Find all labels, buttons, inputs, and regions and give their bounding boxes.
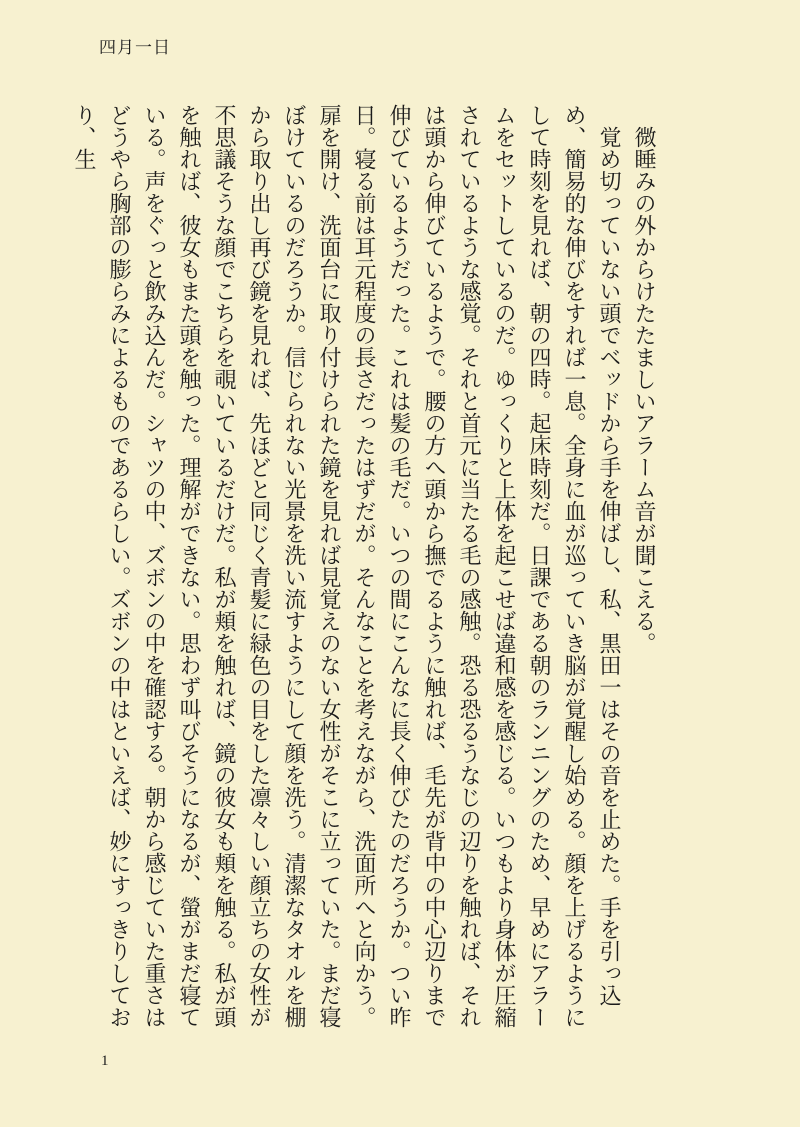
paragraph: 覚め切っていない頭でベッドから手を伸ばし、私、黒田一はその音を止めた。手を引っ込め、簡易的な伸びをすれば一息。全身に血が巡っていき脳が覚醒し始める。顔を上げるようにして時刻を見れば、朝の四時。起床時刻だ。日課である朝のランニングのため、早めにアラームをセットしているのだ。ゆっくりと上体を起こせば違和感を感じる。いつもより身体が圧縮されているような感覚。それと首元に当たる毛の感触。恐る恐るうなじの辺りを触れば、それは頭から伸びているようで。腰の方へ頭から撫でるように触れば、毛先が背中の中心辺りまで伸びているようだった。これは髪の毛だ。いつの間にこんなに長く伸びたのだろうか。つい昨日。寝る前は耳元程度の長さだったはずだが。そんなことを考えながら、洗面所へと向かう。扉を開け、洗面台に取り付けられた鏡を見れば見覚えのない女性がそこに立っていた。まだ寝ぼけているのだろうか。信じられない光景を洗い流すようにして顔を洗う。清潔なタオルを棚から取り出し再び鏡を見れば、先ほどと同じく青髪に緑色の目をした凛々しい顔立ちの女性が不思議そうな顔でこちらを覗いているだけだ。私が頬を触れば、鏡の彼女も頬を触る。私が頭を触れば、彼女もまた頭を触った。理解ができない。思わず叫びそうになるが、螢がまだ寝ている。声をぐっと飲み込んだ。シャツの中、ズボンの中を確認する。朝から感じていた重さはどうやら胸部の膨らみによるものであるらしい。ズボンの中はといえば、妙にすっきりしており、生 — [72, 104, 622, 1028]
page-number: 1 — [101, 1053, 109, 1069]
body-text — [67, 104, 662, 1028]
paragraph: 微睡みの外からけたたましいアラーム音が聞こえる。 — [632, 126, 657, 654]
chapter-date-header: 四月一日 — [99, 38, 171, 57]
